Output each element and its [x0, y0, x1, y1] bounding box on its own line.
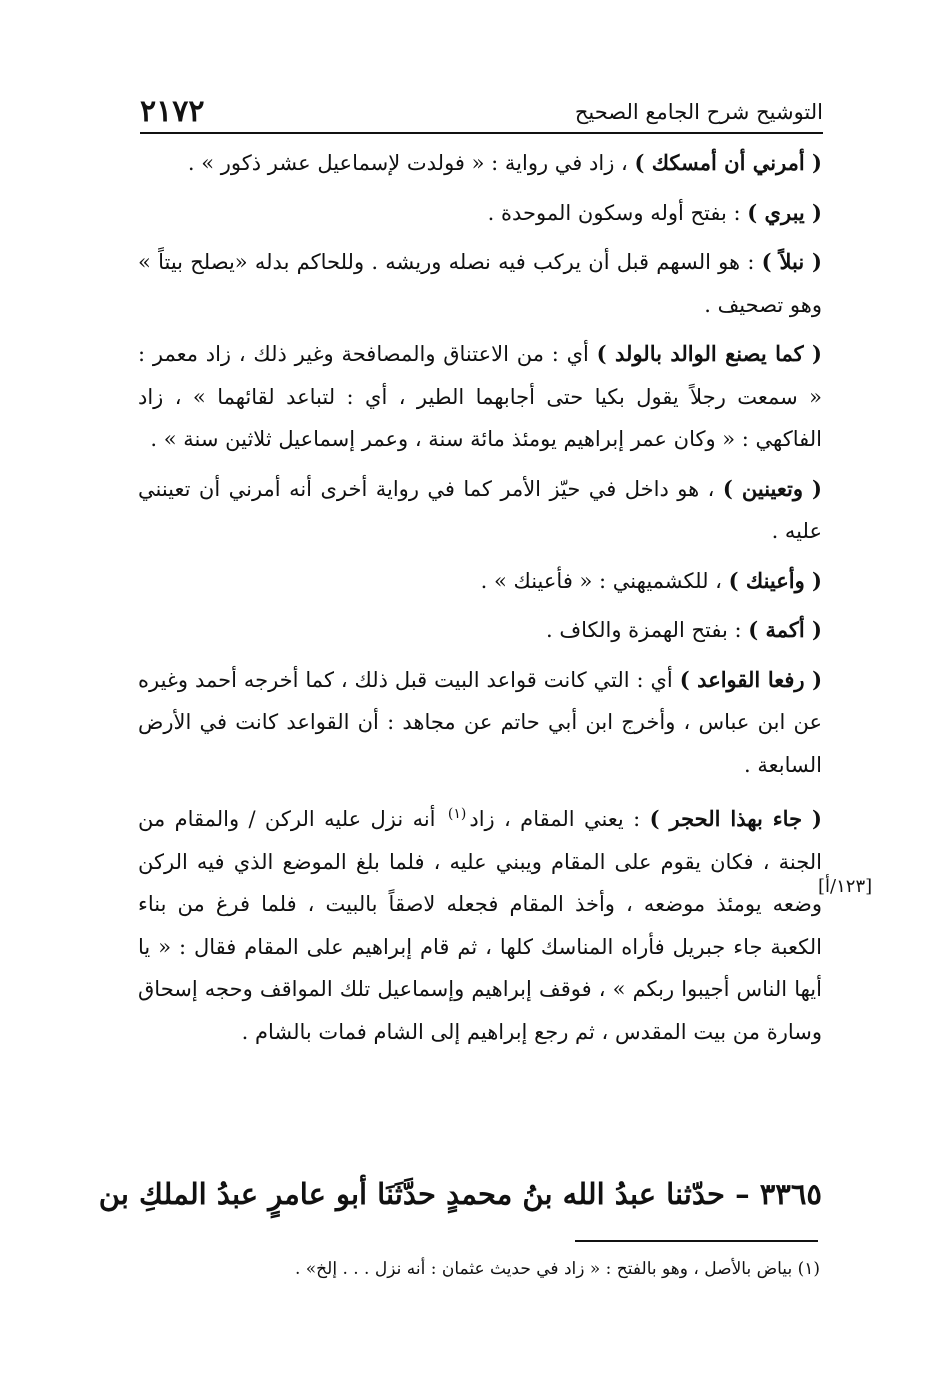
- commentary-paragraph: [138, 142, 822, 185]
- lemma: ( رفعا القواعد ): [679, 666, 823, 692]
- manuscript-folio-reference: [١٢٣/أ]: [818, 876, 873, 897]
- lemma: ( نبلاً ): [761, 249, 822, 274]
- paragraph-text: ، هو داخل في حيّز الأمر كما في رواية أخرى أنه أمرني أن تعينني عليه .: [138, 476, 822, 543]
- commentary-paragraph: [138, 468, 822, 553]
- page-number: ٢١٧٢: [140, 94, 205, 129]
- paragraph-text: : هو السهم قبل أن يركب فيه نصله وريشه . وللحاكم بدله «يصلح بيتاً » وهو تصحيف .: [138, 250, 822, 317]
- lemma: ( وتعينين ): [722, 475, 822, 501]
- commentary-paragraph: [138, 241, 822, 326]
- lemma: ( كما يصنع الوالد بالولد ): [596, 341, 822, 366]
- running-title: التوشيح شرح الجامع الصحيح: [574, 100, 823, 124]
- footnote-divider: [575, 1240, 818, 1242]
- commentary-paragraph: [138, 333, 822, 461]
- commentary-paragraph: [138, 793, 822, 1053]
- commentary-body: [138, 142, 822, 1060]
- lemma: ( يبري ): [747, 199, 822, 225]
- page-header: [140, 84, 823, 134]
- paragraph-text: : يعني المقام ، زاد: [469, 807, 650, 831]
- hadith-heading: [98, 1164, 822, 1224]
- paragraph-text: ، زاد في رواية : « فولدت لإسماعيل عشر ذكور » .: [187, 151, 635, 175]
- paragraph-text: : بفتح الهمزة والكاف .: [545, 618, 749, 642]
- commentary-paragraph: [138, 659, 822, 787]
- lemma: ( أكمة ): [748, 617, 822, 642]
- hadith-isnad: حدّثنا عبدُ الله بنُ محمدٍ حدَّثَنَا أبو عامرٍ عبدُ الملكِ بن: [98, 1177, 736, 1211]
- paragraph-text: أنه نزل عليه الركن / والمقام من الجنة ، فكان يقوم على المقام ويبني عليه ، فلما بلغ الموضع الذي فيه الركن وضعه يومئذ موضعه ، وأخذ المقام فجعله لاصقاً بالبيت ، فلما فرغ من بناء الكعبة جاء جبريل فأراه المناسك كلها ، ثم قام إبراهيم على المقام فقال : « يا أيها الناس أجيبوا ربكم » ، فوقف إبراهيم وإسماعيل تلك المواقف وحجه إسحاق وسارة من بيت المقدس ، ثم رجع إبراهيم إلى الشام فمات بالشام .: [138, 807, 822, 1044]
- paragraph-text: أي : التي كانت قواعد البيت قبل ذلك ، كما أخرجه أحمد وغيره عن ابن عباس ، وأخرج ابن أبي حاتم عن مجاهد : أن القواعد كانت في الأرض السابعة .: [138, 667, 822, 777]
- lemma: ( وأعينك ): [728, 567, 822, 593]
- footnote: (١) بياض بالأصل ، وهو بالفتح : « زاد في حديث عثمان : أنه نزل . . . إلخ» .: [294, 1259, 820, 1279]
- lemma: ( جاء بهذا الحجر ): [649, 806, 822, 831]
- commentary-paragraph: [138, 560, 822, 603]
- paragraph-text: أي : من الاعتناق والمصافحة وغير ذلك ، زاد معمر : « سمعت رجلاً يقول بكيا حتى أجابهما الطير ، أي : لتباعد لقائهما » ، زاد الفاكهي : « وكان عمر إبراهيم يومئذ مائة سنة ، وعمر إسماعيل ثلاثين سنة » .: [138, 342, 822, 451]
- paragraph-text: : بفتح أوله وسكون الموحدة .: [487, 200, 748, 225]
- footnote-marker[interactable]: (١): [447, 806, 467, 822]
- paragraph-text: ، للكشميهني : « فأعينك » .: [480, 568, 729, 593]
- hadith-number: ٣٣٦٥ –: [735, 1177, 822, 1211]
- commentary-paragraph: [138, 609, 822, 652]
- commentary-paragraph: [138, 192, 822, 235]
- lemma: ( أمرني أن أمسكك ): [634, 150, 822, 175]
